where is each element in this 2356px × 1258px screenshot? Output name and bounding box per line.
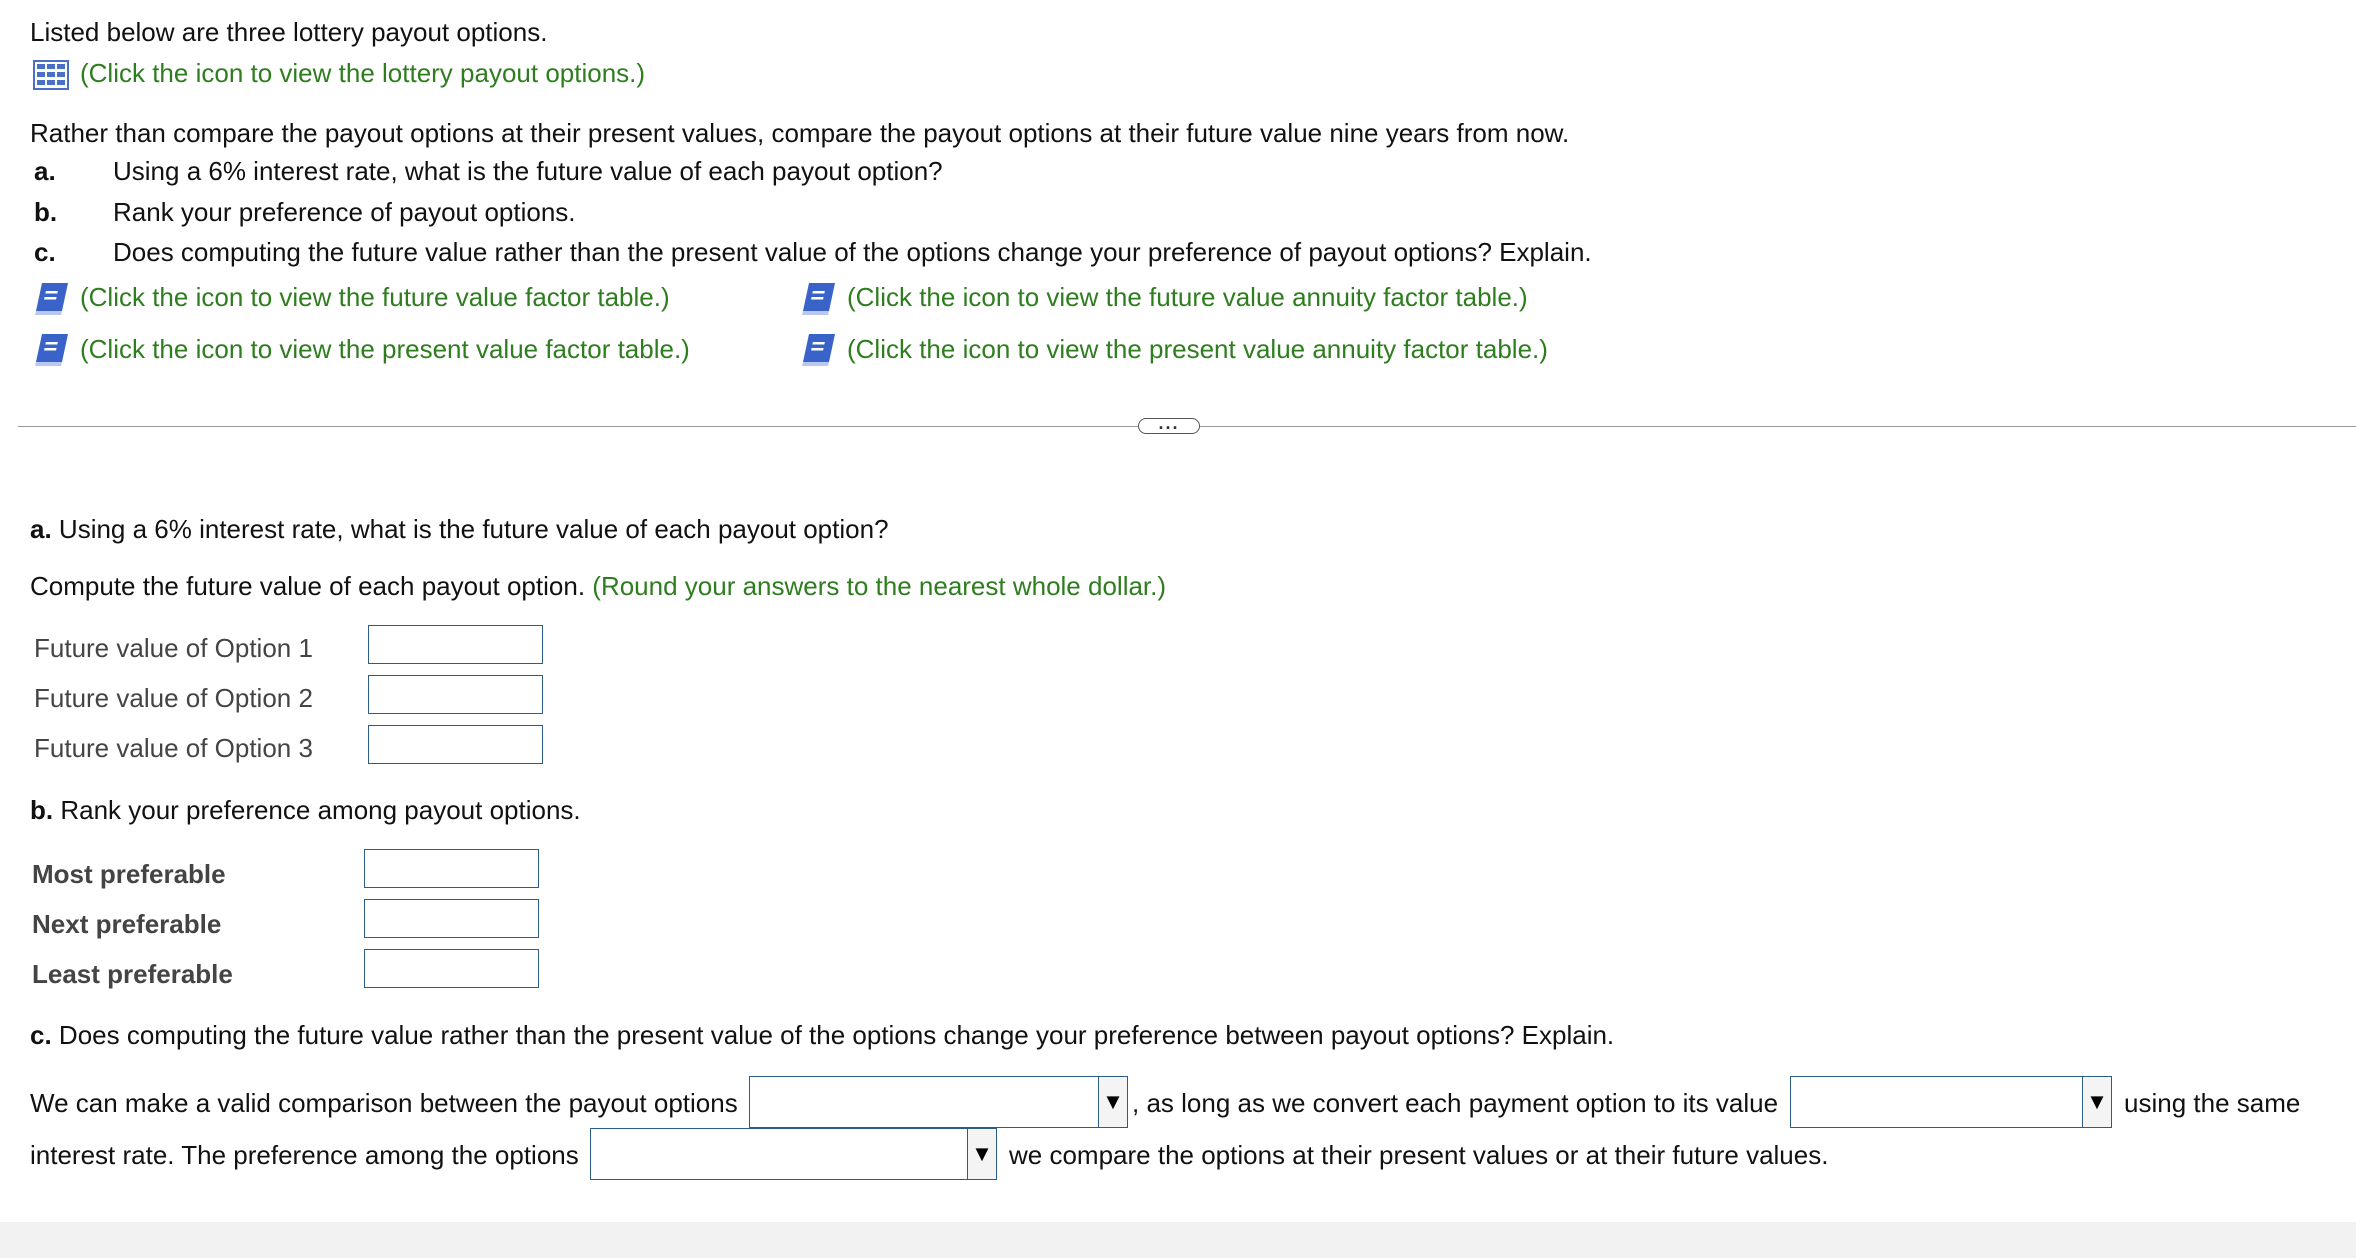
item-b-letter: b. [34, 197, 58, 227]
most-preferable-input[interactable] [364, 849, 539, 888]
rounding-hint: (Round your answers to the nearest whole dollar.) [592, 571, 1167, 601]
part-a-instruction-text: Compute the future value of each payout option. [30, 571, 586, 601]
part-b-question [30, 794, 581, 826]
fv-option-2-input[interactable] [368, 675, 543, 714]
part-c-label: c. [30, 1020, 52, 1050]
fv-option-3-label: Future value of Option 3 [34, 733, 313, 763]
item-b-text: Rank your preference of payout options. [113, 197, 576, 227]
book-icon[interactable] [801, 332, 839, 368]
item-a-text: Using a 6% interest rate, what is the future value of each payout option? [113, 156, 943, 186]
item-a-letter: a. [34, 156, 56, 186]
item-c-text: Does computing the future value rather than the present value of the options change your preference of payout options? Explain. [113, 237, 1592, 267]
part-a-question-text: Using a 6% interest rate, what is the future value of each payout option? [51, 514, 889, 544]
intro-text: Listed below are three lottery payout options. [30, 17, 548, 47]
value-type-dropdown[interactable] [1790, 1076, 2112, 1128]
least-preferable-input[interactable] [364, 949, 539, 988]
pv-annuity-link[interactable]: (Click the icon to view the present value annuity factor table.) [847, 334, 1548, 364]
book-icon[interactable] [801, 281, 839, 317]
sentence-part-1: We can make a valid comparison between the payout options [30, 1088, 738, 1118]
part-a-question [30, 513, 889, 545]
part-a-label: a. [30, 514, 52, 544]
sentence-part-3: using the same [2124, 1088, 2301, 1118]
sentence-part-5: we compare the options at their present values or at their future values. [1009, 1140, 1829, 1170]
dropdown-arrow-icon[interactable]: ▼ [1098, 1077, 1127, 1127]
book-icon[interactable] [34, 332, 72, 368]
fv-option-2-label: Future value of Option 2 [34, 683, 313, 713]
most-preferable-label: Most preferable [32, 859, 226, 889]
lottery-options-link[interactable]: (Click the icon to view the lottery payout options.) [80, 58, 646, 88]
expand-more-button[interactable]: ... [1138, 418, 1200, 434]
part-a-instruction [30, 570, 1166, 602]
table-grid-icon[interactable] [33, 60, 69, 90]
next-preferable-input[interactable] [364, 899, 539, 938]
sentence-part-4: interest rate. The preference among the options [30, 1140, 579, 1170]
fv-option-3-input[interactable] [368, 725, 543, 764]
part-b-question-text: Rank your preference among payout options. [53, 795, 581, 825]
part-c-question [30, 1019, 1614, 1051]
part-b-label: b. [30, 795, 54, 825]
instruction-text: Rather than compare the payout options at their present values, compare the payout options at their future value nine years from now. [30, 118, 1570, 148]
fv-annuity-link[interactable]: (Click the icon to view the future value annuity factor table.) [847, 282, 1528, 312]
pv-factor-link[interactable]: (Click the icon to view the present value factor table.) [80, 334, 690, 364]
preference-change-dropdown[interactable] [590, 1128, 997, 1180]
book-icon[interactable] [34, 281, 72, 317]
least-preferable-label: Least preferable [32, 959, 233, 989]
comparison-dropdown[interactable] [749, 1076, 1128, 1128]
dropdown-arrow-icon[interactable]: ▼ [967, 1129, 996, 1179]
part-c-question-text: Does computing the future value rather than the present value of the options change your preference between payout options? Explain. [51, 1020, 1615, 1050]
item-c-letter: c. [34, 237, 56, 267]
next-preferable-label: Next preferable [32, 909, 222, 939]
footer-bar [0, 1222, 2356, 1258]
sentence-part-2: , as long as we convert each payment option to its value [1132, 1088, 1779, 1118]
fv-option-1-label: Future value of Option 1 [34, 633, 313, 663]
dropdown-arrow-icon[interactable]: ▼ [2082, 1077, 2111, 1127]
fv-option-1-input[interactable] [368, 625, 543, 664]
fv-factor-link[interactable]: (Click the icon to view the future value factor table.) [80, 282, 670, 312]
